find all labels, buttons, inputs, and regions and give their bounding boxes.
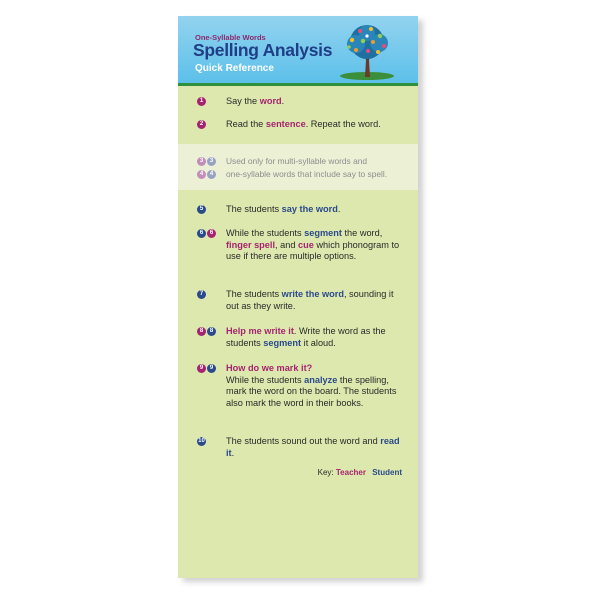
step-text: Read the sentence. Repeat the word. xyxy=(226,119,381,129)
key-label: Key: xyxy=(317,468,334,477)
color-key xyxy=(318,468,402,477)
key-student: Student xyxy=(372,468,402,477)
step-badge-4a: 4 xyxy=(197,170,206,179)
quick-reference-card xyxy=(178,16,418,578)
header-subtitle: Quick Reference xyxy=(195,63,274,74)
step-badge-1: 1 xyxy=(197,97,206,106)
step-text: The students sound out the word and read it. xyxy=(226,436,400,458)
step-badge-7: 7 xyxy=(197,290,206,299)
tree-illustration xyxy=(336,22,398,80)
step-text: The students write the word, sounding it out as they write. xyxy=(226,289,394,311)
step-badge-5: 5 xyxy=(197,205,206,214)
step-badge-4b: 4 xyxy=(207,170,216,179)
header-eyebrow: One-Syllable Words xyxy=(195,33,266,42)
step-badge-6a: 6 xyxy=(197,229,206,238)
step-badge-9b: 9 xyxy=(207,364,216,373)
card-header xyxy=(178,16,418,86)
step-badge-6b: 6 xyxy=(207,229,216,238)
step-badge-9a: 9 xyxy=(197,364,206,373)
step-badge-3a: 3 xyxy=(197,157,206,166)
step-badge-3b: 3 xyxy=(207,157,216,166)
step-text: Used only for multi-syllable words and one-syllable words that include say to spell. xyxy=(226,156,388,179)
step-badge-2: 2 xyxy=(197,120,206,129)
step-badge-8b: 8 xyxy=(207,327,216,336)
step-text: While the students segment the word, finger spell, and cue which phonogram to use if there are multiple options. xyxy=(226,228,400,262)
step-text: How do we mark it? While the students analyze the spelling, mark the word on the board. The students also mark the word in their books. xyxy=(226,363,397,408)
step-text: Say the word. xyxy=(226,96,285,106)
step-text: The students say the word. xyxy=(226,204,341,214)
steps-3-4-band xyxy=(178,144,418,190)
step-badge-10: 10 xyxy=(198,438,205,444)
header-title: Spelling Analysis xyxy=(193,40,333,60)
step-text: Help me write it. Write the word as the students segment it aloud. xyxy=(226,326,386,348)
key-teacher: Teacher xyxy=(335,468,366,477)
step-badge-8a: 8 xyxy=(197,327,206,336)
